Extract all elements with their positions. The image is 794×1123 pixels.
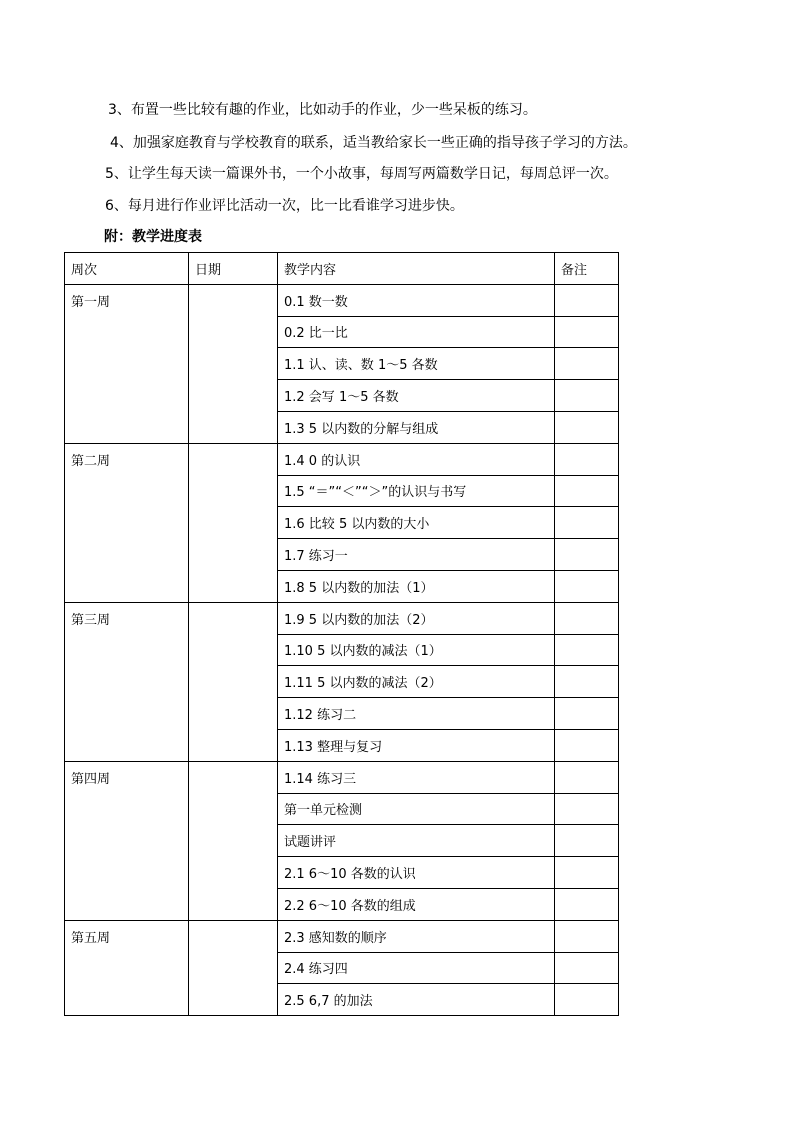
notes-cell xyxy=(555,539,619,571)
content-cell: 1.6 比较 5 以内数的大小 xyxy=(278,507,555,539)
table-row xyxy=(65,602,619,634)
week-cell: 第四周 xyxy=(65,761,189,920)
table-header-row xyxy=(65,253,619,285)
notes-cell xyxy=(555,634,619,666)
notes-cell xyxy=(555,570,619,602)
notes-cell xyxy=(555,984,619,1016)
content-cell: 1.4 0 的认识 xyxy=(278,443,555,475)
table-row xyxy=(65,920,619,952)
content-cell: 1.7 练习一 xyxy=(278,539,555,571)
paragraph-5: 5、让学生每天读一篇课外书，一个小故事，每周写两篇数学日记，每周总评一次。 xyxy=(105,166,618,182)
content-cell: 1.14 练习三 xyxy=(278,761,555,793)
week-cell: 第二周 xyxy=(65,443,189,602)
content-cell: 1.9 5 以内数的加法（2） xyxy=(278,602,555,634)
header-week: 周次 xyxy=(65,253,189,285)
notes-cell xyxy=(555,443,619,475)
header-notes: 备注 xyxy=(555,253,619,285)
paragraph-3: 3、布置一些比较有趣的作业，比如动手的作业，少一些呆板的练习。 xyxy=(108,102,537,118)
date-cell xyxy=(189,761,278,920)
date-cell xyxy=(189,920,278,1015)
content-cell: 1.11 5 以内数的减法（2） xyxy=(278,666,555,698)
notes-cell xyxy=(555,284,619,316)
schedule-title: 附：教学进度表 xyxy=(104,229,202,245)
content-cell: 1.10 5 以内数的减法（1） xyxy=(278,634,555,666)
notes-cell xyxy=(555,698,619,730)
week-cell: 第三周 xyxy=(65,602,189,761)
notes-cell xyxy=(555,602,619,634)
content-cell: 1.2 会写 1～5 各数 xyxy=(278,380,555,412)
content-cell: 1.3 5 以内数的分解与组成 xyxy=(278,411,555,443)
notes-cell xyxy=(555,888,619,920)
date-cell xyxy=(189,443,278,602)
content-cell: 2.3 感知数的顺序 xyxy=(278,920,555,952)
notes-cell xyxy=(555,825,619,857)
date-cell xyxy=(189,602,278,761)
content-cell: 2.5 6,7 的加法 xyxy=(278,984,555,1016)
notes-cell xyxy=(555,793,619,825)
content-cell: 第一单元检测 xyxy=(278,793,555,825)
content-cell: 2.2 6～10 各数的组成 xyxy=(278,888,555,920)
content-cell: 1.12 练习二 xyxy=(278,698,555,730)
content-cell: 1.8 5 以内数的加法（1） xyxy=(278,570,555,602)
notes-cell xyxy=(555,507,619,539)
notes-cell xyxy=(555,666,619,698)
content-cell: 2.1 6～10 各数的认识 xyxy=(278,857,555,889)
notes-cell xyxy=(555,411,619,443)
notes-cell xyxy=(555,475,619,507)
table-row xyxy=(65,443,619,475)
schedule-table xyxy=(64,252,619,1016)
notes-cell xyxy=(555,920,619,952)
notes-cell xyxy=(555,316,619,348)
content-cell: 0.2 比一比 xyxy=(278,316,555,348)
content-cell: 1.13 整理与复习 xyxy=(278,729,555,761)
content-cell: 0.1 数一数 xyxy=(278,284,555,316)
content-cell: 试题讲评 xyxy=(278,825,555,857)
week-cell: 第一周 xyxy=(65,284,189,443)
content-cell: 2.4 练习四 xyxy=(278,952,555,984)
table-row xyxy=(65,284,619,316)
content-cell: 1.5 “＝”“＜”“＞”的认识与书写 xyxy=(278,475,555,507)
notes-cell xyxy=(555,380,619,412)
paragraph-6: 6、每月进行作业评比活动一次，比一比看谁学习进步快。 xyxy=(105,198,464,214)
content-cell: 1.1 认、读、数 1～5 各数 xyxy=(278,348,555,380)
date-cell xyxy=(189,284,278,443)
notes-cell xyxy=(555,729,619,761)
week-cell: 第五周 xyxy=(65,920,189,1015)
notes-cell xyxy=(555,857,619,889)
paragraph-4: 4、加强家庭教育与学校教育的联系，适当教给家长一些正确的指导孩子学习的方法。 xyxy=(110,135,637,151)
header-date: 日期 xyxy=(189,253,278,285)
table-row xyxy=(65,761,619,793)
notes-cell xyxy=(555,761,619,793)
notes-cell xyxy=(555,348,619,380)
header-content: 教学内容 xyxy=(278,253,555,285)
notes-cell xyxy=(555,952,619,984)
